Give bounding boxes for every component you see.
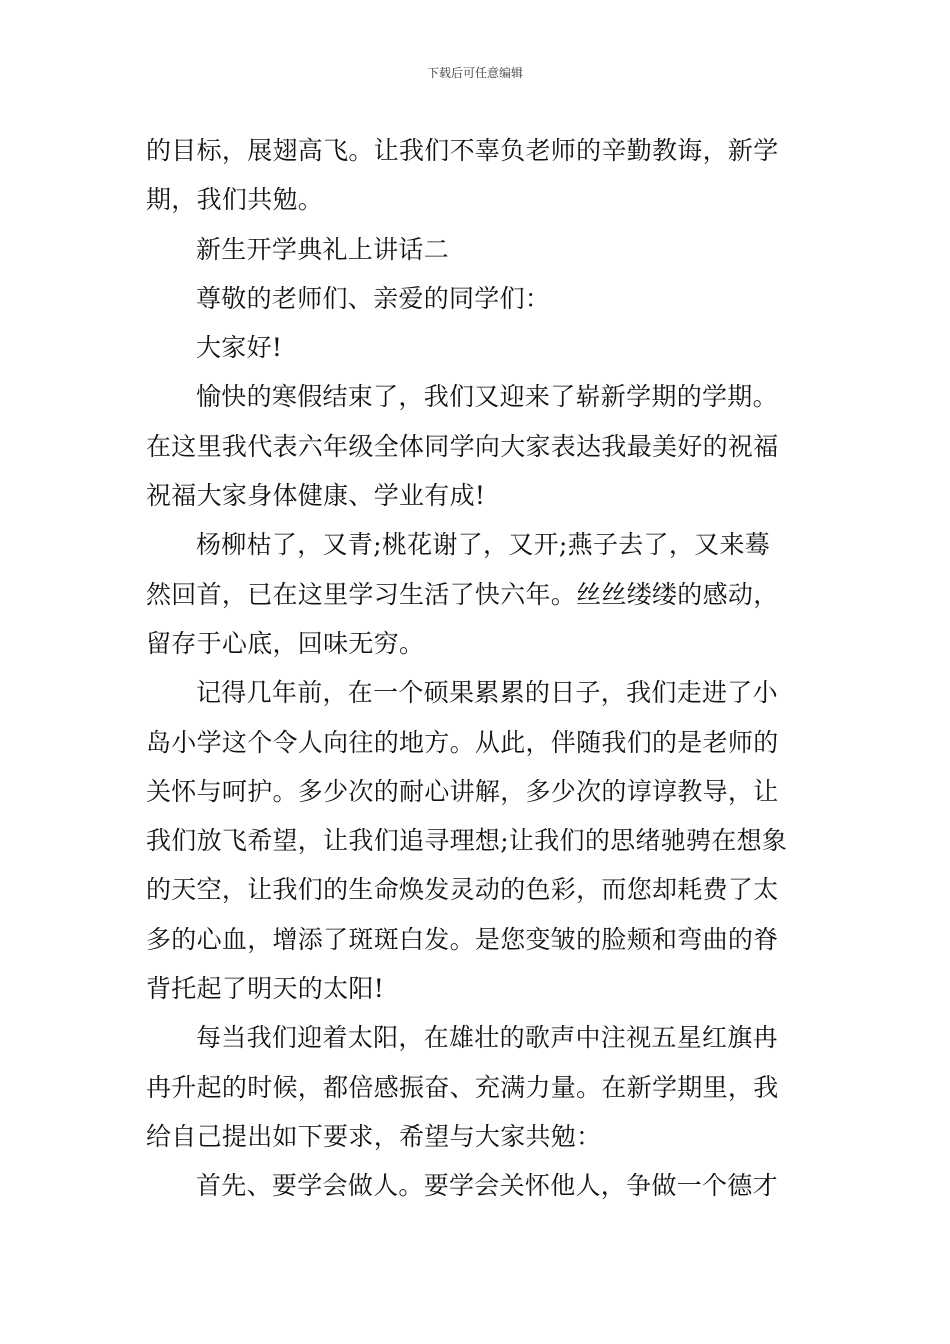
text-line: 留存于心底，回味无穷。 [146,628,425,658]
text-line: 在这里我代表六年级全体同学向大家表达我最美好的祝福 [146,431,779,461]
text-line: 期，我们共勉。 [146,185,324,215]
text-line: 祝福大家身体健康、学业有成! [146,481,486,511]
text-line: 多的心血，增添了斑斑白发。是您变皱的脸颊和弯曲的脊 [146,924,779,954]
text-line: 给自己提出如下要求，希望与大家共勉： [146,1121,602,1151]
document-body [146,126,810,1211]
text-line: 岛小学这个令人向往的地方。从此，伴随我们的是老师的 [146,727,779,757]
paragraph-start: 愉快的寒假结束了，我们又迎来了崭新学期的学期。 [196,382,778,412]
salutation: 尊敬的老师们、亲爱的同学们： [196,283,551,313]
greeting: 大家好! [196,333,283,363]
text-line: 关怀与呵护。多少次的耐心讲解，多少次的谆谆教导，让 [146,776,779,806]
section-heading: 新生开学典礼上讲话二 [196,234,450,264]
text-line: 我们放飞希望，让我们追寻理想;让我们的思绪驰骋在想象 [146,826,788,856]
text-line: 然回首，已在这里学习生活了快六年。丝丝缕缕的感动， [146,579,779,609]
text-line: 冉升起的时候，都倍感振奋、充满力量。在新学期里，我 [146,1072,779,1102]
paragraph-start: 首先、要学会做人。要学会关怀他人，争做一个德才 [196,1171,778,1201]
text-line: 背托起了明天的太阳! [146,974,385,1004]
paragraph-start: 每当我们迎着太阳，在雄壮的歌声中注视五星红旗冉 [196,1023,778,1053]
text-line: 的目标，展翅高飞。让我们不辜负老师的辛勤教诲，新学 [146,136,779,165]
page-header: 下载后可任意编辑 [426,66,523,80]
paragraph-start: 杨柳枯了，又青;桃花谢了，又开;燕子去了，又来蓦 [196,530,771,560]
text-line: 的天空，让我们的生命焕发灵动的色彩，而您却耗费了太 [146,875,779,905]
paragraph-start: 记得几年前，在一个硕果累累的日子，我们走进了小 [196,678,778,708]
